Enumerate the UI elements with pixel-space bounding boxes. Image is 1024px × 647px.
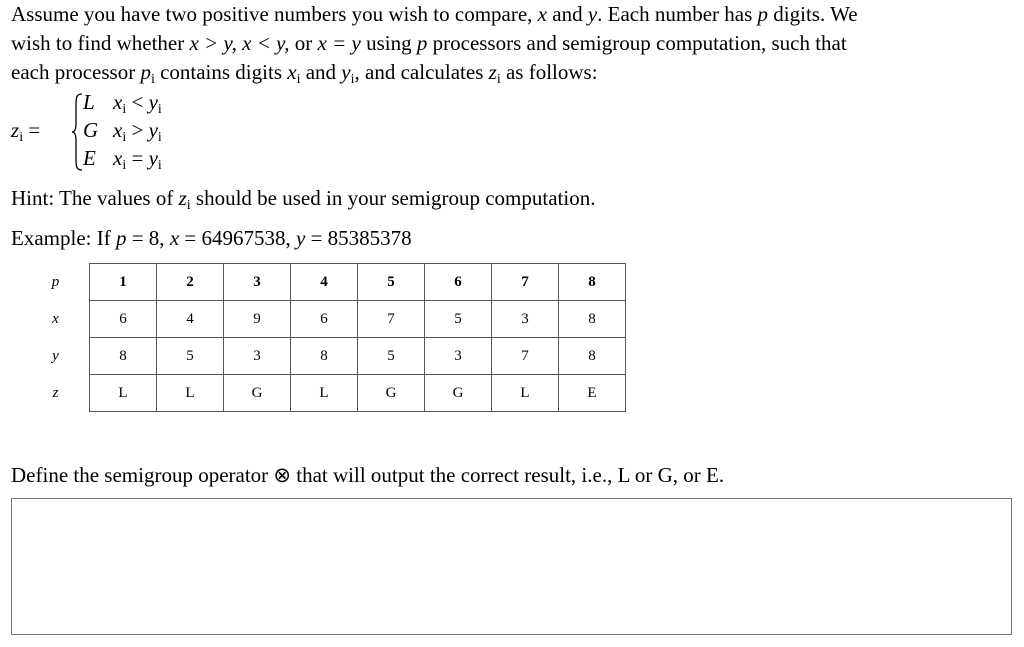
left-brace-icon (71, 92, 83, 172)
table-cell: G (224, 375, 291, 412)
table-row (22, 301, 626, 338)
case-greater: G $x_i > y_i$ (83, 118, 162, 145)
row-label: y (52, 347, 59, 364)
table-cell: 4 (291, 264, 358, 301)
case-less: L $x_i < y_i$ (83, 90, 162, 117)
table-cell: 7 (492, 338, 559, 375)
table-cell: 6 (425, 264, 492, 301)
table-cell: L (492, 375, 559, 412)
case-equal: E $x_i = y_i$ (83, 146, 162, 173)
table-cell: 8 (559, 338, 626, 375)
table-cell: 3 (425, 338, 492, 375)
table-cell: E (559, 375, 626, 412)
table-cell: 3 (224, 264, 291, 301)
table-cell: 4 (157, 301, 224, 338)
hint-text: Hint: The values of $z_i$ should be used in your semigroup computation. (11, 186, 596, 213)
table-cell: G (425, 375, 492, 412)
table-cell: 3 (492, 301, 559, 338)
piecewise-lhs: $z_i$ = (11, 118, 41, 145)
table-cell: 7 (358, 301, 425, 338)
table-cell: 5 (358, 264, 425, 301)
table-cell: L (291, 375, 358, 412)
row-label: x (52, 310, 59, 327)
digit-comparison-table (22, 263, 626, 412)
table-cell: 9 (224, 301, 291, 338)
table-cell: 8 (90, 338, 157, 375)
intro-line-2: wish to find whether x > y, x < y, or x = y using p processors and semigroup computation, such that (11, 31, 847, 55)
table-cell: 6 (90, 301, 157, 338)
table-row (22, 264, 626, 301)
table-cell: L (90, 375, 157, 412)
table-cell: 8 (559, 301, 626, 338)
table-row (22, 375, 626, 412)
table-cell: 1 (90, 264, 157, 301)
table-cell: 6 (291, 301, 358, 338)
intro-line-1: Assume you have two positive numbers you wish to compare, x and y. Each number has p digits. We (11, 2, 858, 26)
table-cell: 5 (425, 301, 492, 338)
table-cell: 2 (157, 264, 224, 301)
row-label: p (51, 273, 60, 290)
row-label: z (52, 384, 59, 401)
intro-line-3: each processor $p_i$ contains digits $x_i$ and $y_i$, and calculates $z_i$ as follows: (11, 60, 598, 87)
table-cell: 8 (559, 264, 626, 301)
table-cell: L (157, 375, 224, 412)
table-cell: 8 (291, 338, 358, 375)
example-text: Example: If p = 8, x = 64967538, y = 85385378 (11, 226, 412, 250)
piecewise-definition (11, 88, 231, 174)
table-row (22, 338, 626, 375)
table-cell: G (358, 375, 425, 412)
table-cell: 5 (157, 338, 224, 375)
problem-statement (11, 0, 1011, 87)
table-cell: 5 (358, 338, 425, 375)
table-cell: 7 (492, 264, 559, 301)
table-cell: 3 (224, 338, 291, 375)
define-operator-prompt: Define the semigroup operator ⊗ that will output the correct result, i.e., L or G, or E. (11, 463, 725, 487)
answer-box[interactable] (11, 498, 1012, 635)
